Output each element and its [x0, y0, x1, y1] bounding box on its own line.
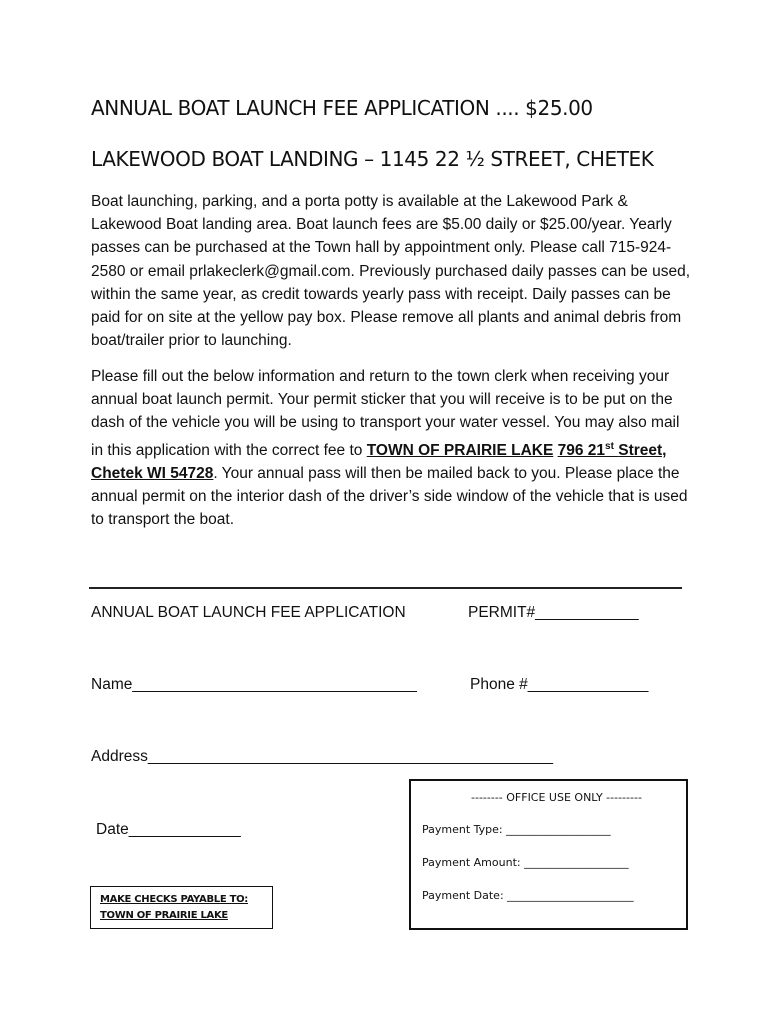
intro-paragraph-1 — [91, 190, 691, 352]
section-divider — [89, 587, 682, 589]
payment-date-field[interactable]: Payment Date: _______________________ — [422, 889, 634, 902]
name-field[interactable]: Name_________________________________ — [91, 676, 417, 693]
intro-paragraph-1-text: Boat launching, parking, and a porta potty is available at the Lakewood Park & Lakewood Boat landing area. Boat launch fees are $5.00 daily or $25.00/year. Yearly passes can be purchased at the Town hall by appointment only. Please call 715-924-2580 or email prlakeclerk@gmail.com. Previously purchased daily passes can be used, within the same year, as credit towards yearly pass with receipt. Daily passes can be paid for on site at the yellow pay box. Please remove all plants and animal debris from boat/trailer prior to launching. — [91, 193, 690, 350]
phone-field[interactable]: Phone #______________ — [470, 676, 649, 693]
page-title: ANNUAL BOAT LAUNCH FEE APPLICATION .... $25.00 — [91, 96, 593, 120]
mail-to-name: TOWN OF PRAIRIE LAKE — [366, 441, 554, 459]
mail-to-ordinal: st — [605, 440, 614, 452]
intro-paragraph-2 — [91, 365, 691, 532]
date-field[interactable]: Date_____________ — [96, 821, 241, 838]
payment-type-field[interactable]: Payment Type: ___________________ — [422, 823, 611, 836]
office-use-heading: -------- OFFICE USE ONLY --------- — [471, 791, 642, 804]
checks-payable-line-2: TOWN OF PRAIRIE LAKE — [100, 910, 228, 921]
form-heading: ANNUAL BOAT LAUNCH FEE APPLICATION — [91, 604, 406, 621]
checks-payable-line-1: MAKE CHECKS PAYABLE TO: — [100, 894, 249, 905]
address-field[interactable]: Address_______________________________________________ — [91, 748, 554, 765]
payment-amount-field[interactable]: Payment Amount: ___________________ — [422, 856, 629, 869]
intro-paragraph-2-end: . Your annual pass will then be mailed back to you. Please place the annual permit on the interior dash of the driver’s side window of the vehicle that is used to transport the boat. — [91, 464, 688, 529]
mail-to-rest: Street, Chetek WI 54728 — [91, 441, 667, 482]
office-use-box — [409, 779, 688, 930]
page-subtitle: LAKEWOOD BOAT LANDING – 1145 22 ½ STREET, CHETEK — [91, 147, 654, 171]
intro-paragraph-2-start: Please fill out the below information and return to the town clerk when receiving your annual boat launch permit. Your permit sticker that you will receive is to be put on the dash of the vehicle you will be using to transport your water vessel. You may also mail in this application with the correct fee to — [91, 368, 680, 459]
permit-number-field[interactable]: PERMIT#____________ — [468, 604, 639, 621]
mail-to-street-num: 796 21 — [557, 441, 606, 459]
make-checks-payable-box — [90, 886, 273, 929]
